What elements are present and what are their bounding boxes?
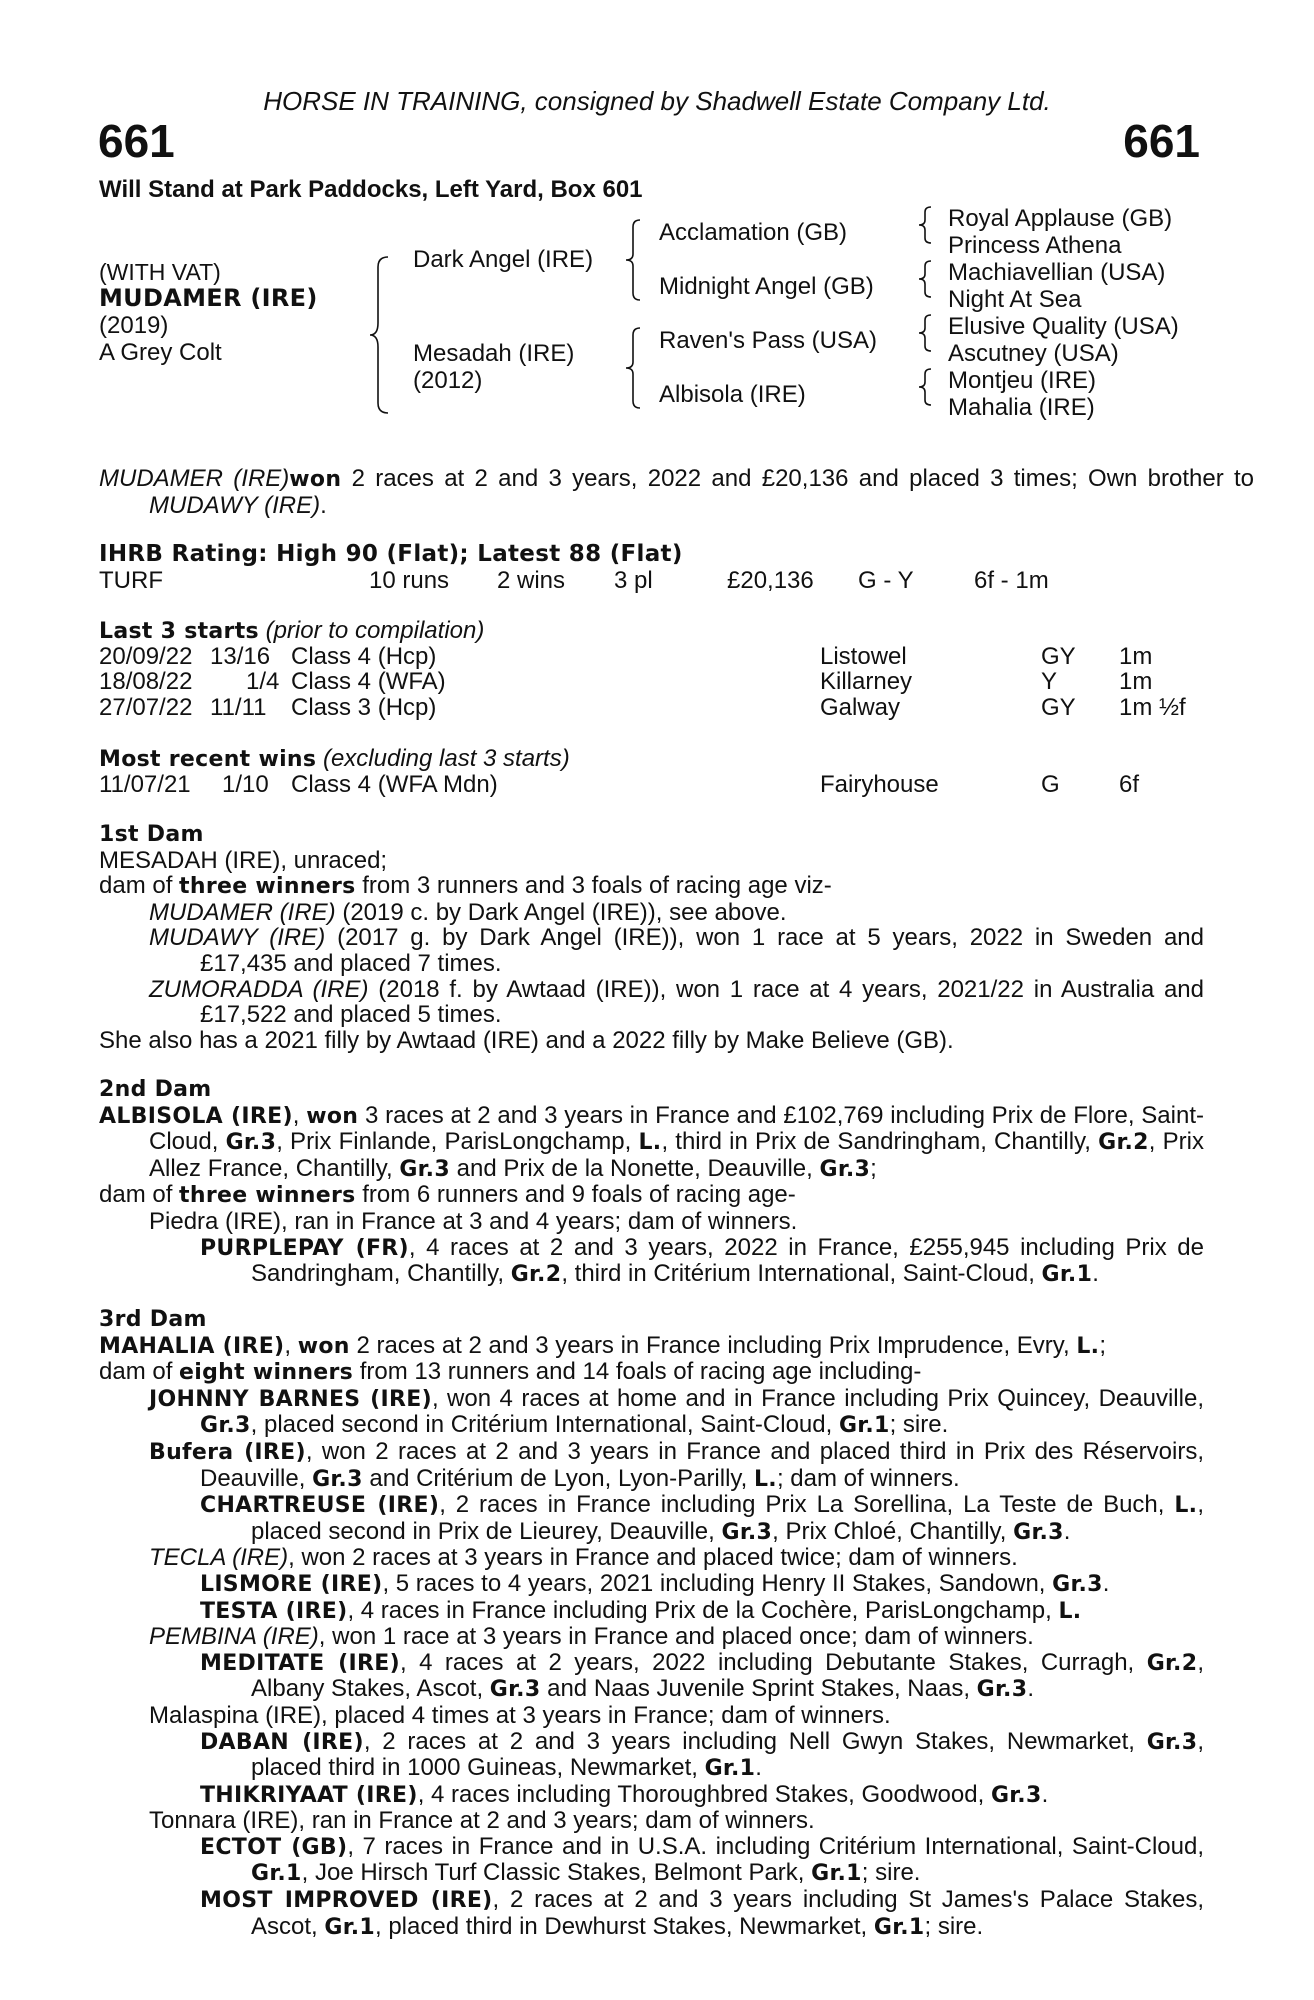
start-going: GY xyxy=(1041,643,1076,670)
recent-wins-heading: Most recent wins (excluding last 3 starts) xyxy=(99,745,570,772)
third-dam-title: 3rd Dam xyxy=(99,1307,207,1332)
catalogue-heading: HORSE IN TRAINING, consigned by Shadwell Estate Company Ltd. xyxy=(263,86,1051,116)
win-date: 11/07/21 xyxy=(99,771,191,798)
third-dam-record: MAHALIA (IRE), won 2 races at 2 and 3 years in France including Prix Imprudence, Evry, L.; xyxy=(99,1331,1106,1359)
pedigree-brace-dam xyxy=(624,326,646,410)
progeny-entry: PURPLEPAY (FR), 4 races at 2 and 3 years, 2022 in France, £255,945 including Prix de Sandringham, Chantilly, Gr.2, third in Critérium International, Saint-Cloud, Gr.1. xyxy=(200,1233,1204,1288)
start-date: 20/09/22 xyxy=(99,643,193,670)
horse-year: (2019) xyxy=(99,312,169,339)
progeny-entry: JOHNNY BARNES (IRE), won 4 races at home and in France including Prix Quincey, Deauville, Gr.3, placed second in Critérium International, Saint-Cloud, Gr.1; sire. xyxy=(149,1384,1204,1439)
progeny-entry: Malaspina (IRE), placed 4 times at 3 years in France; dam of winners. xyxy=(149,1701,891,1729)
pedigree-dam-dam: Albisola (IRE) xyxy=(659,381,806,408)
pedigree-dsd: Ascutney (USA) xyxy=(948,340,1119,367)
progeny-entry: MUDAWY (IRE) (2017 g. by Dark Angel (IRE)), won 1 race at 5 years, 2022 in Sweden and £17,435 and placed 7 times. xyxy=(149,924,1204,977)
first-dam-line: MESADAH (IRE), unraced; xyxy=(99,846,388,874)
start-course: Killarney xyxy=(820,668,913,695)
pedigree-brace-sire xyxy=(624,218,646,302)
pedigree-dam: Mesadah (IRE) xyxy=(413,340,575,367)
race-summary: MUDAMER (IRE)won 2 races at 2 and 3 years, 2022 and £20,136 and placed 3 times; Own brother to MUDAWY (IRE). xyxy=(99,465,1255,519)
pedigree-brace-sd xyxy=(917,259,935,299)
pedigree-sire: Dark Angel (IRE) xyxy=(413,246,594,273)
progeny-entry: LISMORE (IRE), 5 races to 4 years, 2021 including Henry II Stakes, Sandown, Gr.3. xyxy=(200,1569,1110,1597)
rating-prize: £20,136 xyxy=(727,567,814,594)
start-position: 13/16 xyxy=(210,643,271,670)
start-position: 1/4 xyxy=(246,668,280,695)
pedigree-dds: Montjeu (IRE) xyxy=(948,367,1097,394)
second-dam-title: 2nd Dam xyxy=(99,1077,212,1102)
start-going: GY xyxy=(1041,694,1076,721)
pedigree-ddd: Mahalia (IRE) xyxy=(948,394,1095,421)
first-dam-section xyxy=(99,822,1204,1053)
pedigree-sire-sire: Acclamation (GB) xyxy=(659,219,848,246)
start-going: Y xyxy=(1041,668,1058,695)
start-date: 18/08/22 xyxy=(99,668,193,695)
stand-location: Will Stand at Park Paddocks, Left Yard, Box 601 xyxy=(99,176,643,203)
win-distance: 6f xyxy=(1119,771,1140,798)
third-dam-section xyxy=(99,1307,1204,1940)
first-dam-produce: dam of three winners from 3 runners and 3 foals of racing age viz- xyxy=(99,872,832,900)
pedigree-sdd: Night At Sea xyxy=(948,286,1082,313)
progeny-entry: THIKRIYAAT (IRE), 4 races including Thoroughbred Stakes, Goodwood, Gr.3. xyxy=(200,1780,1049,1808)
pedigree-dss: Elusive Quality (USA) xyxy=(948,313,1179,340)
pedigree-brace-ds xyxy=(917,313,935,353)
progeny-entry: CHARTREUSE (IRE), 2 races in France including Prix La Sorellina, La Teste de Buch, L., placed second in Prix de Lieurey, Deauville, Gr.3, Prix Chloé, Chantilly, Gr.3. xyxy=(200,1491,1204,1545)
progeny-entry: TECLA (IRE), won 2 races at 3 years in France and placed twice; dam of winners. xyxy=(149,1544,1018,1572)
progeny-entry: TESTA (IRE), 4 races in France including Prix de la Cochère, ParisLongchamp, L. xyxy=(200,1596,1082,1624)
ihrb-rating: IHRB Rating: High 90 (Flat); Latest 88 (Flat) xyxy=(99,541,683,567)
rating-placed: 3 pl xyxy=(614,567,653,594)
second-dam-record: ALBISOLA (IRE), won 3 races at 2 and 3 years in France and £102,769 including Prix de Flore, Saint-Cloud, Gr.3, Prix Finlande, ParisLongchamp, L., third in Prix de Sandringham, Chantilly, Gr.2, Prix Allez France, Chantilly, Gr.3 and Prix de la Nonette, Deauville, Gr.3; xyxy=(99,1101,1204,1182)
pedigree-brace-main xyxy=(368,255,400,415)
progeny-entry: ZUMORADDA (IRE) (2018 f. by Awtaad (IRE)), won 1 race at 4 years, 2021/22 in Australia and £17,522 and placed 5 times. xyxy=(149,975,1204,1029)
rating-distance: 6f - 1m xyxy=(974,567,1049,594)
rating-runs: 10 runs xyxy=(369,567,450,594)
second-dam-produce: dam of three winners from 6 runners and 9 foals of racing age- xyxy=(99,1181,796,1209)
win-position: 1/10 xyxy=(222,771,269,798)
pedigree-sss: Royal Applause (GB) xyxy=(948,205,1173,232)
horse-name: MUDAMER (IRE) xyxy=(99,284,318,312)
progeny-entry: DABAN (IRE), 2 races at 2 and 3 years including Nell Gwyn Stakes, Newmarket, Gr.3, placed third in 1000 Guineas, Newmarket, Gr.1. xyxy=(200,1727,1204,1782)
second-dam-section xyxy=(99,1077,1204,1288)
rating-surface: TURF xyxy=(99,567,163,594)
horse-description: A Grey Colt xyxy=(99,339,222,366)
pedigree-sds: Machiavellian (USA) xyxy=(948,259,1166,286)
progeny-entry: ECTOT (GB), 7 races in France and in U.S.A. including Critérium International, Saint-Cloud, Gr.1, Joe Hirsch Turf Classic Stakes, Belmont Park, Gr.1; sire. xyxy=(200,1832,1204,1887)
start-distance: 1m xyxy=(1119,668,1153,695)
rating-wins: 2 wins xyxy=(497,567,566,594)
lot-number-right: 661 xyxy=(1123,115,1200,167)
progeny-entry: MEDITATE (IRE), 4 races at 2 years, 2022 including Debutante Stakes, Curragh, Gr.2, Albany Stakes, Ascot, Gr.3 and Naas Juvenile Sprint Stakes, Naas, Gr.3. xyxy=(200,1648,1204,1703)
start-race: Class 4 (WFA) xyxy=(291,668,446,695)
first-dam-note: She also has a 2021 filly by Awtaad (IRE) and a 2022 filly by Make Believe (GB). xyxy=(99,1026,954,1054)
last-starts-heading: Last 3 starts (prior to compilation) xyxy=(99,617,485,644)
first-dam-title: 1st Dam xyxy=(99,822,204,847)
progeny-entry: Bufera (IRE), won 2 races at 2 and 3 years in France and placed third in Prix des Réservoirs, Deauville, Gr.3 and Critérium de Lyon, Lyon-Parilly, L.; dam of winners. xyxy=(149,1437,1204,1492)
pedigree-dam-year: (2012) xyxy=(413,367,483,394)
start-distance: 1m ½f xyxy=(1119,694,1186,721)
start-distance: 1m xyxy=(1119,643,1153,670)
start-race: Class 4 (Hcp) xyxy=(291,643,437,670)
pedigree-dam-sire: Raven's Pass (USA) xyxy=(659,327,877,354)
progeny-entry: PEMBINA (IRE), won 1 race at 3 years in France and placed once; dam of winners. xyxy=(149,1623,1034,1651)
win-going: G xyxy=(1041,771,1060,798)
start-course: Listowel xyxy=(820,643,907,670)
start-date: 27/07/22 xyxy=(99,694,193,721)
start-course: Galway xyxy=(820,694,901,721)
progeny-entry: Piedra (IRE), ran in France at 3 and 4 years; dam of winners. xyxy=(149,1207,798,1235)
win-course: Fairyhouse xyxy=(820,771,939,798)
third-dam-produce: dam of eight winners from 13 runners and 14 foals of racing age including- xyxy=(99,1358,922,1386)
pedigree-ssd: Princess Athena xyxy=(948,232,1122,259)
start-position: 11/11 xyxy=(210,694,267,721)
progeny-entry: MUDAMER (IRE) (2019 c. by Dark Angel (IRE)), see above. xyxy=(149,898,787,926)
win-race: Class 4 (WFA Mdn) xyxy=(291,771,498,798)
pedigree-brace-dd xyxy=(917,367,935,407)
progeny-entry: MOST IMPROVED (IRE), 2 races at 2 and 3 years including St James's Palace Stakes, Ascot, Gr.1, placed third in Dewhurst Stakes, Newmarket, Gr.1; sire. xyxy=(200,1886,1204,1940)
rating-going: G - Y xyxy=(858,567,914,594)
pedigree-sire-dam: Midnight Angel (GB) xyxy=(659,273,874,300)
pedigree-brace-ss xyxy=(917,205,935,245)
vat-note: (WITH VAT) xyxy=(99,259,221,285)
lot-number-left: 661 xyxy=(98,115,175,167)
progeny-entry: Tonnara (IRE), ran in France at 2 and 3 years; dam of winners. xyxy=(149,1807,815,1835)
start-race: Class 3 (Hcp) xyxy=(291,694,437,721)
